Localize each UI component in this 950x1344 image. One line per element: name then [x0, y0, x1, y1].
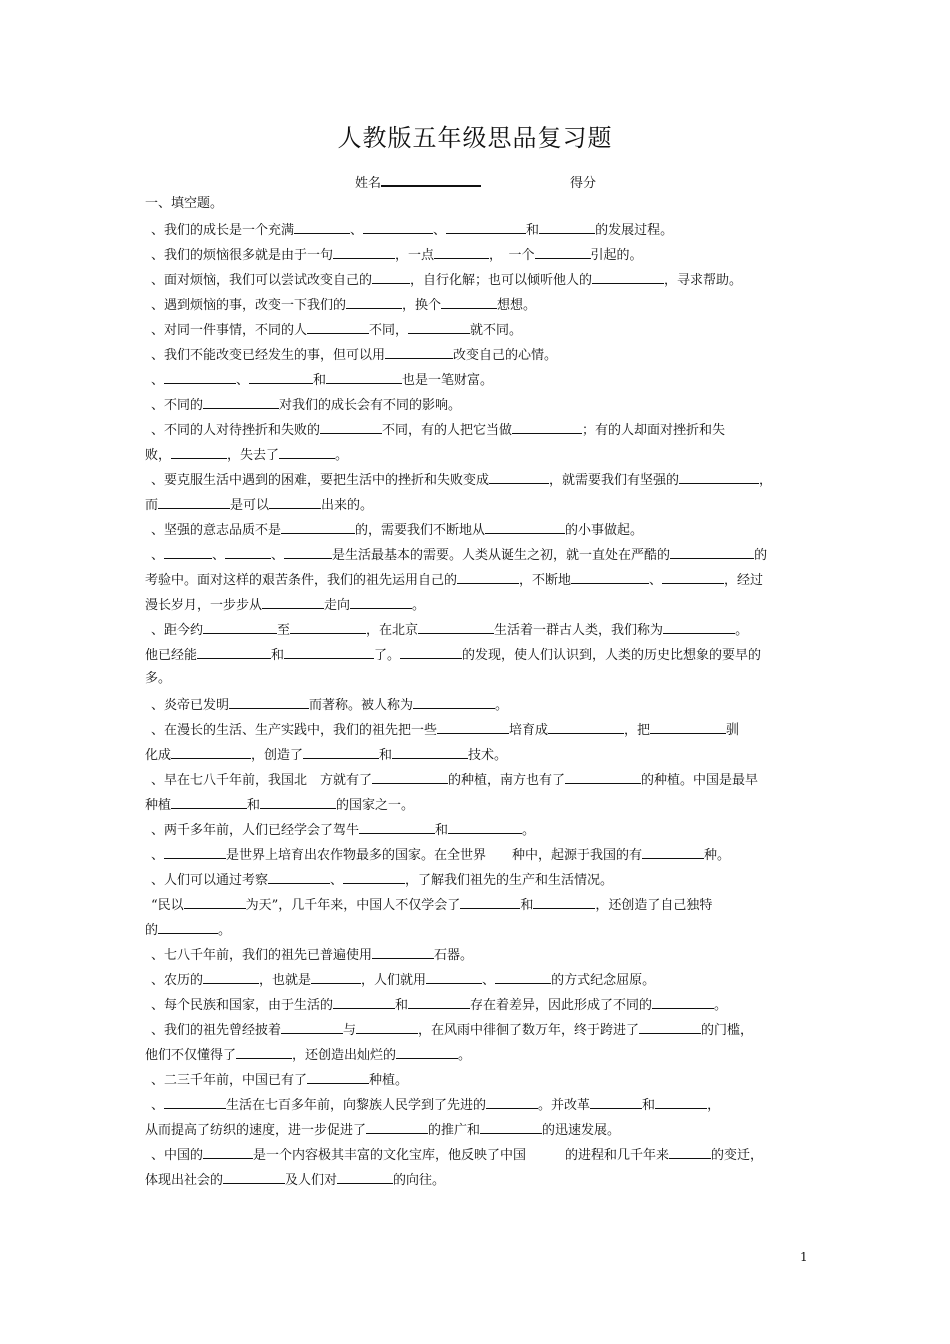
question-line — [145, 521, 816, 539]
answer-blank[interactable] — [249, 371, 313, 384]
answer-blank[interactable] — [203, 621, 277, 634]
question-text: 、不同的 — [151, 398, 204, 413]
answer-blank[interactable] — [485, 521, 565, 534]
question-text: 和 — [520, 898, 534, 913]
question-text: ，不断地 — [519, 573, 572, 588]
question-text: 的发现，使人们认识到，人类的历史比想象的要早的 — [462, 648, 762, 663]
question-text: 他已经能 — [145, 648, 198, 663]
question-text: 的种植。中国是最早 — [641, 773, 759, 788]
answer-blank[interactable] — [413, 696, 495, 709]
name-label: 姓名 — [355, 176, 382, 191]
question-text: 、 — [433, 223, 447, 238]
question-text: 驯 — [726, 723, 740, 738]
question-text: 。 — [458, 1048, 472, 1063]
question-line — [145, 1121, 810, 1139]
question-text: 是生活最基本的需要。人类从诞生之初，就一直处在严酷的 — [332, 548, 671, 563]
question-text: 是一个内容极其丰富的文化宝库，他反映了中国 的进程和几千年来 — [253, 1148, 670, 1163]
question-text: 。 — [522, 823, 536, 838]
question-text: 的种植，南方也有了 — [448, 773, 566, 788]
question-text: 的，需要我们不断地从 — [355, 523, 486, 538]
question-text: 的国家之一。 — [336, 798, 415, 813]
answer-blank[interactable] — [164, 371, 236, 384]
question-text: 、 — [151, 1098, 165, 1113]
question-text: 、在漫长的生活、生产实践中，我们的祖先把一些 — [151, 723, 438, 738]
question-text: 、 — [350, 223, 364, 238]
answer-blank[interactable] — [284, 546, 332, 559]
question-text: 的迅速发展。 — [542, 1123, 621, 1138]
answer-blank[interactable] — [333, 246, 395, 259]
question-text: 漫长岁月，一步步从 — [145, 598, 263, 613]
answer-blank[interactable] — [489, 471, 549, 484]
answer-blank[interactable] — [535, 246, 591, 259]
question-text: 多。 — [145, 671, 172, 686]
score-label: 得分 — [570, 176, 597, 191]
answer-blank[interactable] — [446, 221, 526, 234]
question-text: 、农历的 — [151, 973, 204, 988]
answer-blank[interactable] — [565, 771, 641, 784]
question-text: 培育成 — [509, 723, 549, 738]
question-text: 和 — [526, 223, 540, 238]
question-text: 、对同一件事情，不同的人 — [151, 323, 308, 338]
question-text: 、 — [151, 848, 165, 863]
question-text: ，换个 — [402, 298, 442, 313]
question-text: 。 — [735, 623, 749, 638]
question-text: 、不同的人对待挫折和失败的 — [151, 423, 321, 438]
question-line — [145, 896, 816, 914]
question-text: ，也就是 — [259, 973, 312, 988]
name-blank[interactable] — [381, 173, 481, 187]
question-line — [145, 296, 816, 314]
question-text: ，自行化解；也可以倾听他人的 — [410, 273, 593, 288]
question-text: ，在风雨中徘徊了数万年，终于跨进了 — [418, 1023, 640, 1038]
question-text: 、我们的成长是一个充满 — [151, 223, 295, 238]
question-text: 和 — [313, 373, 327, 388]
answer-blank[interactable] — [158, 496, 230, 509]
question-line — [145, 646, 810, 664]
question-line — [145, 946, 816, 964]
question-line — [145, 1096, 816, 1114]
question-text: ， — [707, 1098, 721, 1113]
question-line — [145, 671, 810, 687]
answer-blank[interactable] — [679, 471, 759, 484]
question-text: 、两千多年前，人们已经学会了驾牛 — [151, 823, 360, 838]
question-text: 、 — [330, 873, 344, 888]
answer-blank[interactable] — [158, 921, 218, 934]
question-line — [145, 471, 816, 489]
answer-blank[interactable] — [639, 1021, 701, 1034]
page-number: 1 — [800, 1250, 808, 1264]
question-line — [145, 446, 810, 464]
question-text: 他们不仅懂得了 — [145, 1048, 237, 1063]
answer-blank[interactable] — [385, 346, 453, 359]
answer-blank[interactable] — [229, 696, 309, 709]
answer-blank[interactable] — [164, 1096, 226, 1109]
question-line — [145, 396, 816, 414]
answer-blank[interactable] — [372, 771, 448, 784]
question-text: 、人们可以通过考察 — [151, 873, 269, 888]
question-text: 而著称。被人称为 — [309, 698, 414, 713]
answer-blank[interactable] — [590, 1096, 642, 1109]
question-text: 的小事做起。 — [565, 523, 644, 538]
question-text: 至 — [277, 623, 291, 638]
question-line — [145, 771, 816, 789]
question-text: 生活着一群古人类，我们称为 — [494, 623, 664, 638]
question-line — [145, 1146, 816, 1164]
question-text: 、面对烦恼，我们可以尝试改变自己的 — [151, 273, 373, 288]
answer-blank[interactable] — [164, 546, 212, 559]
name-field[interactable] — [355, 172, 481, 191]
question-text: 、坚强的意志品质不是 — [151, 523, 282, 538]
answer-blank[interactable] — [650, 721, 726, 734]
answer-blank[interactable] — [171, 446, 227, 459]
question-text: 是世界上培育出农作物最多的国家。在全世界 种中，起源于我国的有 — [226, 848, 643, 863]
answer-blank[interactable] — [460, 896, 520, 909]
question-text: 和 — [642, 1098, 656, 1113]
question-text: 的 — [145, 923, 159, 938]
question-text: 、早在七八千年前，我国北 方就有了 — [151, 773, 373, 788]
question-line — [145, 996, 816, 1014]
answer-blank[interactable] — [533, 896, 595, 909]
answer-blank[interactable] — [408, 321, 470, 334]
answer-blank[interactable] — [311, 971, 361, 984]
question-text: 的 — [754, 548, 768, 563]
question-text: 、每个民族和国家，由于生活的 — [151, 998, 334, 1013]
answer-blank[interactable] — [437, 721, 509, 734]
question-text: ，失去了 — [227, 448, 280, 463]
question-line — [145, 696, 816, 714]
answer-blank[interactable] — [512, 421, 582, 434]
question-text: 而 — [145, 498, 159, 513]
answer-blank[interactable] — [359, 821, 435, 834]
question-text: 、遇到烦恼的事，改变一下我们的 — [151, 298, 347, 313]
question-text: 、我们的祖先曾经披着 — [151, 1023, 282, 1038]
question-text: 。 — [412, 598, 426, 613]
question-text: 的门槛， — [701, 1023, 754, 1038]
answer-blank[interactable] — [441, 296, 497, 309]
answer-blank[interactable] — [392, 746, 468, 759]
question-text: 。并改革 — [538, 1098, 591, 1113]
question-text: 、 — [236, 373, 250, 388]
answer-blank[interactable] — [236, 1046, 292, 1059]
question-text: 和 — [435, 823, 449, 838]
answer-blank[interactable] — [326, 371, 402, 384]
answer-blank[interactable] — [495, 971, 551, 984]
question-text: 想想。 — [497, 298, 537, 313]
question-text: 和 — [379, 748, 393, 763]
answer-blank[interactable] — [320, 421, 382, 434]
question-text: 考验中。面对这样的艰苦条件，我们的祖先运用自己的 — [145, 573, 458, 588]
answer-blank[interactable] — [652, 996, 714, 1009]
question-text: 是可以 — [230, 498, 270, 513]
question-text: 种植。 — [369, 1073, 409, 1088]
answer-blank[interactable] — [281, 1021, 343, 1034]
answer-blank[interactable] — [372, 946, 434, 959]
answer-blank[interactable] — [223, 1171, 285, 1184]
question-text: 。 — [714, 998, 728, 1013]
answer-blank[interactable] — [333, 996, 395, 1009]
question-line — [145, 1171, 810, 1189]
answer-blank[interactable] — [203, 396, 279, 409]
question-text: ， — [759, 473, 773, 488]
question-text: 。 — [495, 698, 509, 713]
answer-blank[interactable] — [203, 971, 259, 984]
question-text: 、要克服生活中遇到的困难，要把生活中的挫折和失败变成 — [151, 473, 490, 488]
answer-blank[interactable] — [363, 221, 433, 234]
question-text: 、炎帝已发明 — [151, 698, 230, 713]
answer-blank[interactable] — [171, 796, 247, 809]
answer-blank[interactable] — [539, 221, 595, 234]
answer-blank[interactable] — [197, 646, 271, 659]
question-line — [145, 571, 810, 589]
question-line — [145, 546, 816, 564]
question-text: 、七八千年前，我们的祖先已普遍使用 — [151, 948, 373, 963]
question-text: 种。 — [704, 848, 731, 863]
answer-blank[interactable] — [663, 621, 735, 634]
question-text: 种植 — [145, 798, 172, 813]
answer-blank[interactable] — [279, 446, 335, 459]
question-line — [145, 221, 816, 239]
question-text: ，创造了 — [251, 748, 304, 763]
question-text: “民以 — [151, 898, 184, 913]
question-text: 生活在七百多年前，向黎族人民学到了先进的 — [226, 1098, 487, 1113]
question-line — [145, 346, 816, 364]
question-text: ，人们就用 — [361, 973, 427, 988]
question-text: ， 一个 — [489, 248, 535, 263]
question-line — [145, 721, 816, 739]
answer-blank[interactable] — [269, 496, 321, 509]
question-line — [145, 371, 816, 389]
question-text: ；有的人却面对挫折和失 — [582, 423, 726, 438]
question-line — [145, 246, 816, 264]
answer-blank[interactable] — [662, 571, 724, 584]
question-text: 不同，有的人把它当做 — [382, 423, 513, 438]
question-text: 引起的。 — [590, 248, 643, 263]
question-line — [145, 271, 816, 289]
question-text: 、距今约 — [151, 623, 204, 638]
answer-blank[interactable] — [307, 1071, 369, 1084]
answer-blank[interactable] — [366, 1121, 428, 1134]
question-line — [145, 821, 816, 839]
question-line — [145, 596, 810, 614]
question-text: 化成 — [145, 748, 172, 763]
question-text: 、二三千年前，中国已有了 — [151, 1073, 308, 1088]
answer-blank[interactable] — [426, 971, 482, 984]
question-text: 体现出社会的 — [145, 1173, 224, 1188]
answer-blank[interactable] — [448, 821, 522, 834]
question-line — [145, 1021, 816, 1039]
question-text: 与 — [343, 1023, 357, 1038]
answer-blank[interactable] — [307, 321, 369, 334]
answer-blank[interactable] — [225, 546, 271, 559]
answer-blank[interactable] — [486, 1096, 538, 1109]
question-text: 、 — [212, 548, 226, 563]
question-text: 及人们对 — [285, 1173, 338, 1188]
question-text: ，经过 — [724, 573, 764, 588]
question-text: 石器。 — [434, 948, 474, 963]
answer-blank[interactable] — [400, 646, 462, 659]
answer-blank[interactable] — [669, 1146, 711, 1159]
answer-blank[interactable] — [418, 621, 494, 634]
question-text: 的推广和 — [428, 1123, 481, 1138]
question-text: 的方式纪念屈原。 — [551, 973, 656, 988]
answer-blank[interactable] — [337, 1171, 393, 1184]
question-text: 不同， — [369, 323, 409, 338]
question-line — [145, 871, 816, 889]
answer-blank[interactable] — [480, 1121, 542, 1134]
question-line — [145, 621, 816, 639]
page-title: 人教版五年级思品复习题 — [337, 124, 613, 152]
question-text: ，还创造了自己独特 — [595, 898, 713, 913]
question-text: 存在着差异，因此形成了不同的 — [470, 998, 653, 1013]
question-line — [145, 971, 816, 989]
question-text: ，在北京 — [366, 623, 419, 638]
question-text: ，了解我们祖先的生产和生活情况。 — [405, 873, 614, 888]
question-line — [145, 496, 810, 514]
question-line — [145, 796, 810, 814]
question-text: 改变自己的心情。 — [453, 348, 558, 363]
question-text: 、 — [482, 973, 496, 988]
question-text: ，一点 — [395, 248, 435, 263]
question-text: 。 — [335, 448, 349, 463]
question-text: 、我们不能改变已经发生的事，但可以用 — [151, 348, 386, 363]
answer-blank[interactable] — [548, 721, 624, 734]
answer-blank[interactable] — [294, 221, 350, 234]
question-text: 和 — [271, 648, 285, 663]
question-text: 走向 — [324, 598, 351, 613]
question-text: 、中国的 — [151, 1148, 204, 1163]
answer-blank[interactable] — [670, 546, 754, 559]
answer-blank[interactable] — [262, 596, 324, 609]
question-text: 了。 — [374, 648, 401, 663]
question-text: ，寻求帮助。 — [664, 273, 743, 288]
question-line — [145, 846, 816, 864]
question-text: 为天”，几千年来，中国人不仅学会了 — [245, 898, 461, 913]
question-text: 。 — [218, 923, 232, 938]
answer-blank[interactable] — [356, 1021, 418, 1034]
question-text: 技术。 — [468, 748, 508, 763]
answer-blank[interactable] — [346, 296, 402, 309]
answer-blank[interactable] — [284, 646, 374, 659]
question-line — [145, 1071, 816, 1089]
question-line — [145, 321, 816, 339]
question-text: 就不同。 — [470, 323, 523, 338]
answer-blank[interactable] — [592, 271, 664, 284]
question-text: 从而提高了纺织的速度，进一步促进了 — [145, 1123, 367, 1138]
question-text: 的变迁， — [711, 1148, 764, 1163]
question-line — [145, 1046, 810, 1064]
question-text: 、我们的烦恼很多就是由于一句 — [151, 248, 334, 263]
question-line — [145, 921, 810, 939]
question-text: 、 — [151, 373, 165, 388]
answer-blank[interactable] — [434, 246, 489, 259]
question-text: ，把 — [624, 723, 651, 738]
question-text: ，还创造出灿烂的 — [292, 1048, 397, 1063]
answer-blank[interactable] — [184, 896, 246, 909]
answer-blank[interactable] — [281, 521, 355, 534]
answer-blank[interactable] — [372, 271, 410, 284]
question-text: 和 — [247, 798, 261, 813]
answer-blank[interactable] — [408, 996, 470, 1009]
answer-blank[interactable] — [457, 571, 519, 584]
question-text: 对我们的成长会有不同的影响。 — [279, 398, 462, 413]
answer-blank[interactable] — [396, 1046, 458, 1059]
question-text: 的发展过程。 — [595, 223, 674, 238]
question-text: 、 — [151, 548, 165, 563]
question-text: 败， — [145, 448, 172, 463]
question-text: 、 — [649, 573, 663, 588]
question-text: 、 — [271, 548, 285, 563]
question-text: 也是一笔财富。 — [402, 373, 494, 388]
answer-blank[interactable] — [343, 871, 405, 884]
question-text: 和 — [395, 998, 409, 1013]
answer-blank[interactable] — [171, 746, 251, 759]
answer-blank[interactable] — [303, 746, 379, 759]
answer-blank[interactable] — [268, 871, 330, 884]
question-line — [145, 746, 810, 764]
answer-blank[interactable] — [655, 1096, 707, 1109]
answer-blank[interactable] — [164, 846, 226, 859]
answer-blank[interactable] — [642, 846, 704, 859]
question-text: 的向往。 — [393, 1173, 446, 1188]
question-text: ，就需要我们有坚强的 — [549, 473, 680, 488]
answer-blank[interactable] — [350, 596, 412, 609]
section-heading: 一、填空题。 — [145, 196, 224, 211]
question-line — [145, 421, 816, 439]
answer-blank[interactable] — [203, 1146, 253, 1159]
answer-blank[interactable] — [260, 796, 336, 809]
answer-blank[interactable] — [290, 621, 366, 634]
question-text: 出来的。 — [321, 498, 374, 513]
answer-blank[interactable] — [571, 571, 649, 584]
